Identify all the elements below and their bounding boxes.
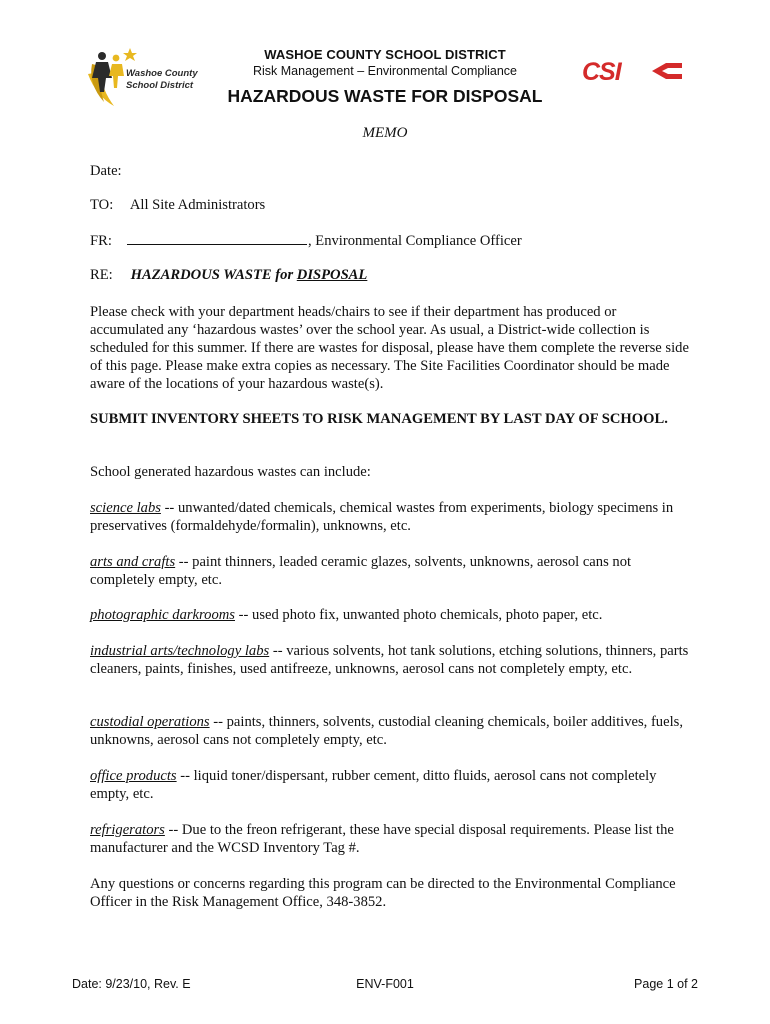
category-text: -- paint thinners, leaded ceramic glazes, solvents, unknowns, aerosol cans not completely empty, etc. <box>90 554 632 588</box>
category-text: -- liquid toner/dispersant, rubber cement, ditto fluids, aerosol cans not completely empty, etc. <box>90 768 657 802</box>
submit-notice: SUBMIT INVENTORY SHEETS TO RISK MANAGEMENT BY LAST DAY OF SCHOOL. <box>90 411 668 427</box>
category-name: refrigerators <box>90 822 165 838</box>
category-office-products <box>90 767 690 803</box>
svg-text:CSI: CSI <box>582 58 621 84</box>
category-text: -- used photo fix, unwanted photo chemicals, photo paper, etc. <box>235 607 603 623</box>
category-arts-and-crafts <box>90 553 690 589</box>
footer-form-id: ENV-F001 <box>356 977 414 991</box>
re-line <box>90 267 367 284</box>
closing-paragraph: Any questions or concerns regarding this program can be directed to the Environmental Compliance Officer in the Risk Management Office, 348-3852. <box>90 876 676 910</box>
category-text: -- Due to the freon refrigerant, these have special disposal requirements. Please list the manufacturer and the WCSD Inventory Tag #. <box>90 822 674 856</box>
district-name: WASHOE COUNTY SCHOOL DISTRICT <box>264 47 506 62</box>
category-science-labs <box>90 499 690 535</box>
date-line <box>90 163 122 180</box>
category-name: photographic darkrooms <box>90 607 235 623</box>
category-name: custodial operations <box>90 714 210 730</box>
category-photographic-darkrooms <box>90 606 690 624</box>
category-name: office products <box>90 768 177 784</box>
from-name-blank <box>127 232 307 245</box>
memo-label: MEMO <box>362 125 408 141</box>
category-custodial-operations <box>90 713 690 749</box>
category-text: -- various solvents, hot tank solutions, etching solutions, thinners, parts cleaners, paints, finishes, used antifreeze, unknowns, aerosol cans not completely empty, etc. <box>90 643 689 677</box>
to-label: TO: <box>90 197 114 213</box>
category-text: -- paints, thinners, solvents, custodial cleaning chemicals, boiler additives, fuels, unknowns, aerosol cans not completely empty, etc. <box>90 714 683 748</box>
category-industrial-arts <box>90 642 690 678</box>
document-title: HAZARDOUS WASTE FOR DISPOSAL <box>227 86 543 106</box>
date-label: Date: <box>90 163 122 179</box>
category-name: industrial arts/technology labs <box>90 643 270 659</box>
category-name: science labs <box>90 500 161 516</box>
footer-date: Date: 9/23/10, Rev. E <box>72 977 191 991</box>
re-subject-underlined: DISPOSAL <box>296 267 368 283</box>
from-line <box>90 232 522 250</box>
category-text: -- unwanted/dated chemicals, chemical wastes from experiments, biology specimens in preservatives (formaldehyde/formalin), unknowns, etc. <box>90 500 674 534</box>
list-intro: School generated hazardous wastes can include: <box>90 464 371 480</box>
svg-text:School District: School District <box>126 80 194 91</box>
department-name: Risk Management – Environmental Compliance <box>252 64 517 78</box>
to-value: All Site Administrators <box>129 197 266 213</box>
from-suffix: , Environmental Compliance Officer <box>308 233 522 249</box>
intro-paragraph: Please check with your department heads/chairs to see if their department has produced or accumulated any ‘hazardous wastes’ over the school year. As usual, a District-wide collection is scheduled for this summer. If there are wastes for disposal, please have them complete the reverse side of this page. Please make extra copies as necessary. The Site Facilities Coordinator should be made aware of the locations of your hazardous waste(s). <box>90 304 689 392</box>
from-label: FR: <box>90 233 112 249</box>
category-name: arts and crafts <box>90 554 176 570</box>
to-line <box>90 197 265 214</box>
re-subject: HAZARDOUS WASTE for <box>130 267 294 283</box>
svg-text:Washoe County: Washoe County <box>126 68 198 79</box>
re-label: RE: <box>90 267 113 283</box>
footer-page-number: Page 1 of 2 <box>634 977 698 991</box>
category-refrigerators <box>90 821 690 857</box>
